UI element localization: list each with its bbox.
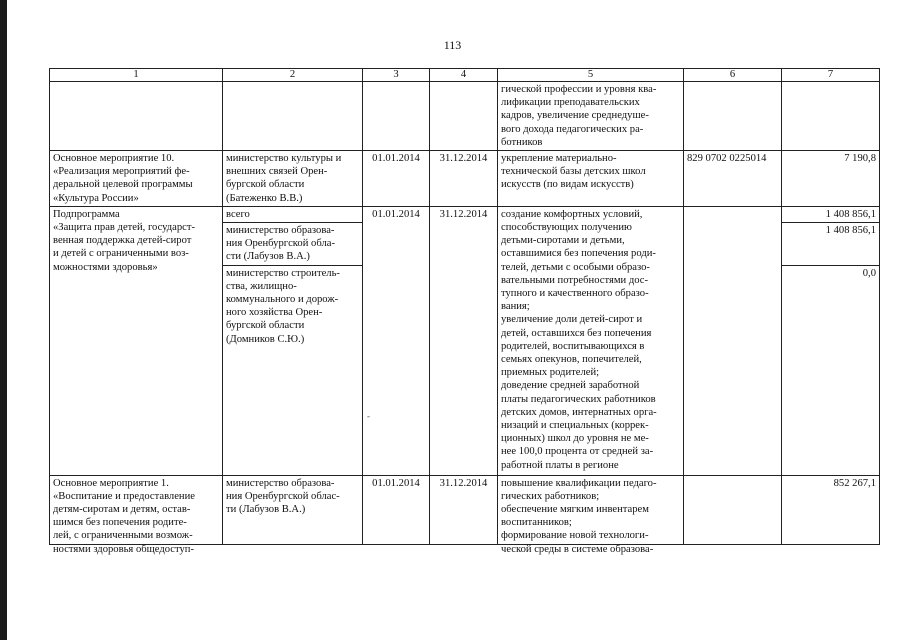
header-col-4: 4: [430, 69, 498, 82]
header-col-5: 5: [498, 69, 684, 82]
header-col-1: 1: [50, 69, 223, 82]
subprogram-amount-education: 1 408 856,1: [782, 223, 880, 266]
table-row-measure-10: [50, 151, 880, 207]
subprogram-goal: создание комфортных условий, способствующих получению детьми-сиротами и детьми, оставшимися без попечения роди- телей, детьми с особыми образо- вательными потребностями дос- тупного и качественного образо- вания; увеличение доли детей-сирот и детей, оставшихся без попечения родителей, воспитывающихся в семьях опекунов, попечителей, приемных родителей; доведение средней заработной платы педагогических работников детских домов, интернатных орга- низаций и специальных (коррек- ционных) школ до уровня не ме- нее 100,0 процента от средней за- работной платы в регионе: [498, 206, 684, 475]
measure10-executor: министерство культуры и внешних связей Орен- бургской области (Батеженко В.В.): [223, 151, 363, 207]
subprogram-end-date: 31.12.2014: [430, 206, 498, 475]
continuation-executor-cell: [223, 82, 363, 151]
measure10-amount: 7 190,8: [782, 151, 880, 207]
scan-edge-bar: [0, 0, 7, 640]
measure1-goal-cell: [498, 475, 684, 555]
measure1-executor: министерство образова- ния Оренбургской облас- ти (Лабузов В.А.): [223, 475, 363, 544]
measure1-code-cell: [684, 475, 782, 544]
table-row-continuation: [50, 82, 880, 151]
measure1-name: Основное мероприятие 1. «Воспитание и предоставление детям-сиротам и детям, остав- шимся без попечения родите- лей, с ограниченными возмож- ностями здоровья общедоступ-: [53, 477, 195, 555]
continuation-goal: гической профессии и уровня ква- лификации преподавательских кадров, увеличение среднедуше- вого дохода педагогических ра- ботников: [498, 82, 684, 151]
header-col-7: 7: [782, 69, 880, 82]
continuation-name-cell: [50, 82, 223, 151]
table-row-subprogram-total: [50, 206, 880, 222]
measure10-goal: укрепление материально- технической базы детских школ искусств (по видам искусств): [498, 151, 684, 207]
subprogram-amount-total: 1 408 856,1: [782, 206, 880, 222]
continuation-amount-cell: [782, 82, 880, 151]
table-row-measure-1: [50, 475, 880, 544]
continuation-code-cell: [684, 82, 782, 151]
header-col-2: 2: [223, 69, 363, 82]
program-table: [49, 68, 880, 555]
subprogram-start-date: 01.01.2014: [363, 206, 430, 475]
measure1-start-date: 01.01.2014: [363, 475, 430, 544]
header-row: [50, 69, 880, 82]
subprogram-executor-education: министерство образова- ния Оренбургской обла- сти (Лабузов В.А.): [223, 223, 363, 266]
header-col-6: 6: [684, 69, 782, 82]
page-number: 113: [443, 38, 462, 52]
stray-mark: -: [367, 411, 370, 421]
subprogram-name: Подпрограмма «Защита прав детей, государст- венная поддержка детей-сирот и детей с ограниченными воз- можностями здоровья»: [50, 206, 223, 475]
subprogram-executor-total: всего: [223, 206, 363, 222]
continuation-start-cell: [363, 82, 430, 151]
continuation-end-cell: [430, 82, 498, 151]
subprogram-code-cell: [684, 206, 782, 475]
subprogram-executor-construction: министерство строитель- ства, жилищно- коммунального и дорож- ного хозяйства Орен- бургской области (Домников С.Ю.): [223, 265, 363, 475]
measure10-budget-code: 829 0702 0225014: [684, 151, 782, 207]
measure10-end-date: 31.12.2014: [430, 151, 498, 207]
measure1-amount: 852 267,1: [782, 475, 880, 544]
header-col-3: 3: [363, 69, 430, 82]
subprogram-amount-construction: 0,0: [782, 265, 880, 475]
measure1-goal: повышение квалификации педаго- гических работников; обеспечение мягким инвентарем воспитанников; формирование новой технологи- ческой среды в системе образова-: [501, 477, 657, 555]
measure1-end-date: 31.12.2014: [430, 475, 498, 544]
measure10-start-date: 01.01.2014: [363, 151, 430, 207]
measure1-name-cell: [50, 475, 223, 555]
measure10-name: Основное мероприятие 10. «Реализация мероприятий фе- деральной целевой программы «Культура России»: [50, 151, 223, 207]
